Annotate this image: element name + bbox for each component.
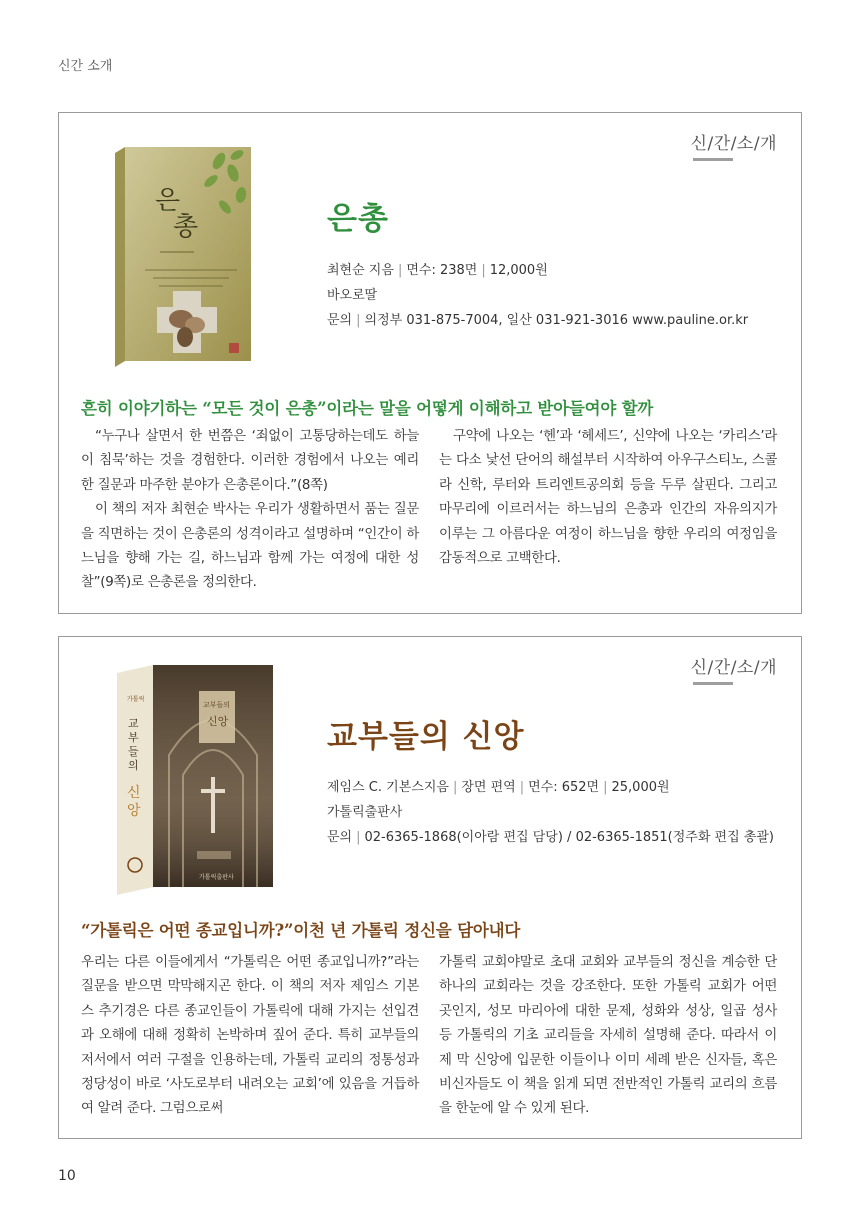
body-paragraph: 구약에 나오는 ‘헨’과 ‘헤세드’, 신약에 나오는 ‘카리스’라는 다소 낯선 단어의 해설부터 시작하여 아우구스티노, 스콜라 신학, 루터와 트리엔트공의회 등을 두루 살핀다. 그리고 마무리에 이르러서는 하느님의 은총과 인간의 자유의지가 이루는 그 아름다운 여정이 하느님을 향한 우리의 여정임을 감동적으로 고백한다. bbox=[439, 429, 777, 567]
body-column-left bbox=[81, 951, 419, 1122]
running-head: 신간 소개 bbox=[58, 59, 113, 74]
book-headline: 흔히 이야기하는 “모든 것이 은총”이라는 말을 어떻게 이해하고 받아들여야 할까 bbox=[81, 399, 654, 418]
meta-author: 최현순 지음 bbox=[327, 263, 394, 278]
meta-contact-line: 문의 | 의정부 031-875-7004, 일산 031-921-3016 www.pauline.or.kr bbox=[327, 313, 749, 328]
meta-contact-label: 문의 bbox=[327, 313, 353, 328]
spine-title bbox=[128, 717, 139, 772]
svg-text:부: 부 bbox=[128, 731, 139, 744]
body-paragraph: 우리는 다른 이들에게서 “가톨릭은 어떤 종교입니까?”라는 질문을 받으면 막막해지곤 한다. 이 책의 저자 제임스 기본스 추기경은 다른 종교인들이 가톨릭에 대해 가지는 선입견과 오해에 대해 정확히 논박하며 짚어 준다. 특히 교부들의 저서에서 여러 구절을 인용하는데, 가톨릭 교리의 정통성과 정당성이 바로 ‘사도로부터 내려오는 교회’에 있음을 거듭하여 알려 준다. 그럼으로써 bbox=[81, 955, 419, 1117]
page-number: 10 bbox=[58, 1168, 76, 1184]
cover-title-top: 은 bbox=[155, 186, 181, 216]
book-title: 은총 bbox=[327, 201, 389, 237]
svg-text:앙: 앙 bbox=[127, 803, 141, 819]
meta-pages: 면수: 652면 bbox=[528, 780, 600, 795]
meta-publisher: 가톨릭출판사 bbox=[327, 805, 403, 820]
body-column-right bbox=[439, 425, 777, 571]
cover-title-bottom: 총 bbox=[173, 212, 199, 242]
publisher-logo-icon bbox=[229, 343, 239, 353]
book-headline: “가톨릭은 어떤 종교입니까?”이천 년 가톨릭 정신을 담아내다 bbox=[81, 921, 521, 940]
cover-publisher: 가톨릭출판사 bbox=[199, 874, 234, 881]
cover-spine bbox=[115, 147, 125, 367]
book-card-fathers-faith bbox=[58, 636, 802, 1139]
meta-price: 12,000원 bbox=[489, 263, 548, 278]
book-meta bbox=[327, 258, 748, 333]
book-card-grace bbox=[58, 112, 802, 614]
meta-translator: 장면 편역 bbox=[461, 780, 516, 795]
body-column-left bbox=[81, 425, 419, 596]
svg-text:들: 들 bbox=[128, 745, 139, 758]
book-cover-grace bbox=[115, 147, 255, 367]
section-tag: 신/간/소/개 bbox=[690, 658, 777, 678]
meta-price: 25,000원 bbox=[611, 780, 670, 795]
meta-author: 제임스 C. 기본스지음 bbox=[327, 780, 449, 795]
section-tag: 신/간/소/개 bbox=[690, 134, 777, 154]
svg-text:의: 의 bbox=[128, 759, 139, 772]
meta-contact-label: 문의 bbox=[327, 830, 353, 845]
meta-pages: 면수: 238면 bbox=[406, 263, 478, 278]
spine-series: 가톨릭 bbox=[127, 696, 145, 703]
meta-line-1: 최현순 지음 | 면수: 238면 | 12,000원 bbox=[327, 263, 548, 278]
meta-publisher: 바오로딸 bbox=[327, 288, 378, 303]
meta-contact: 02-6365-1868(이아람 편집 담당) / 02-6365-1851(정주화 편집 총괄) bbox=[364, 830, 774, 845]
svg-text:신앙: 신앙 bbox=[207, 715, 229, 728]
svg-text:교: 교 bbox=[128, 717, 139, 730]
meta-line-1: 제임스 C. 기본스지음 | 장면 편역 | 면수: 652면 | 25,000원 bbox=[327, 780, 670, 795]
svg-text:신: 신 bbox=[127, 785, 141, 801]
svg-text:교부들의: 교부들의 bbox=[203, 701, 231, 709]
body-column-right bbox=[439, 951, 777, 1122]
section-tag-underline bbox=[693, 158, 733, 161]
book-meta bbox=[327, 775, 774, 850]
body-paragraph: 가톨릭 교회야말로 초대 교회와 교부들의 정신을 계승한 단 하나의 교회라는 것을 강조한다. 또한 가톨릭 교회가 어떤 곳인지, 성모 마리아에 대한 문제, 성화와 성상, 일곱 성사 등 가톨릭의 기초 교리들을 자세히 설명해 준다. 따라서 이제 막 신앙에 입문한 이들이나 이미 세례 받은 신자들, 혹은 비신자들도 이 책을 읽게 되면 전반적인 가톨릭 교리의 흐름을 한눈에 알 수 있게 된다. bbox=[439, 955, 777, 1117]
section-tag-underline bbox=[693, 682, 733, 685]
meta-contact-line: 문의 | 02-6365-1868(이아람 편집 담당) / 02-6365-1851(정주화 편집 총괄) bbox=[327, 830, 774, 845]
book-cover-fathers-faith bbox=[117, 665, 273, 895]
meta-contact: 의정부 031-875-7004, 일산 031-921-3016 www.pauline.or.kr bbox=[364, 313, 749, 328]
body-paragraph: 이 책의 저자 최현순 박사는 우리가 생활하면서 품는 질문을 직면하는 것이 은총론의 성격이라고 설명하며 “인간이 하느님을 향해 가는 길, 하느님과 함께 가는 여정에 대한 성찰”(9쪽)로 은총론을 정의한다. bbox=[81, 502, 419, 591]
body-paragraph: “누구나 살면서 한 번쯤은 ‘죄없이 고통당하는데도 하늘이 침묵’하는 것을 경험한다. 이러한 경험에서 나오는 예리한 질문과 마주한 분야가 은총론이다.”(8쪽) bbox=[81, 429, 419, 493]
book-title: 교부들의 신앙 bbox=[327, 719, 525, 755]
